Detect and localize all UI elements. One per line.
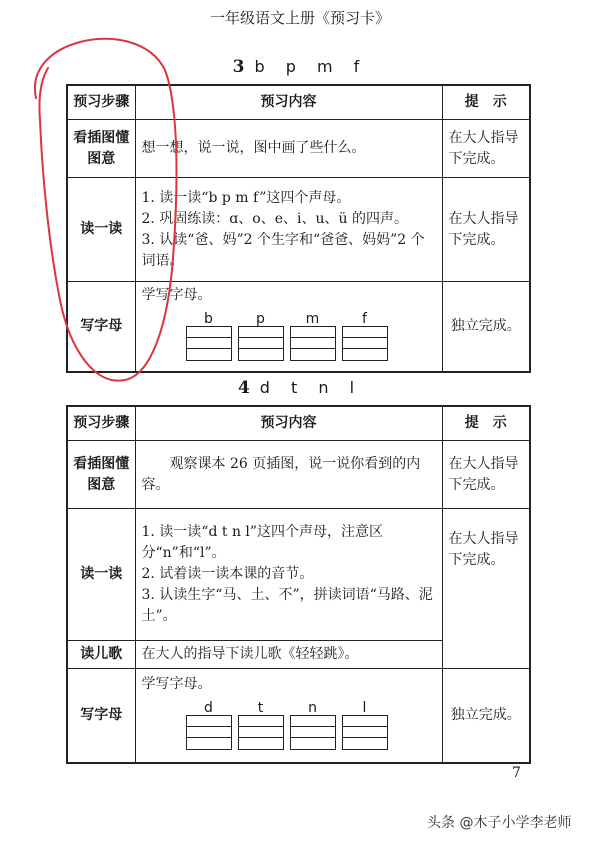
column-header-step: 预习步骤 — [67, 85, 135, 120]
tip-read: 在大人指导下完成。 — [442, 178, 530, 282]
letter-practice-box — [342, 701, 388, 750]
letter-practice-box — [186, 701, 232, 750]
column-header-content: 预习内容 — [135, 406, 442, 441]
writing-lines — [238, 715, 284, 750]
content-write-letters — [135, 669, 442, 763]
column-header-tip: 提 示 — [442, 406, 530, 441]
practice-letter: t — [257, 700, 264, 717]
content-read-rhyme: 在大人的指导下读儿歌《轻轻跳》。 — [135, 641, 442, 669]
step-write-letters: 写字母 — [67, 282, 135, 372]
column-header-step: 预习步骤 — [67, 406, 135, 441]
letter-practice-box — [290, 312, 336, 361]
step-look-picture: 看插图懂图意 — [67, 441, 135, 509]
practice-letter: m — [305, 311, 320, 328]
practice-letter: l — [362, 700, 367, 717]
column-header-tip: 提 示 — [442, 85, 530, 120]
content-read — [135, 509, 442, 641]
writing-lines — [290, 715, 336, 750]
list-item: 1. 读一读“b p m f”这四个声母。 — [141, 189, 351, 206]
tip-read: 在大人指导下完成。 — [442, 509, 530, 669]
content-read — [135, 178, 442, 282]
step-look-picture: 看插图懂图意 — [67, 120, 135, 178]
letter-practice-row — [186, 701, 436, 750]
page-number: 7 — [512, 765, 521, 781]
writing-lines — [342, 326, 388, 361]
step-write-letters: 写字母 — [67, 669, 135, 763]
writing-lines — [342, 715, 388, 750]
tip-write-letters: 独立完成。 — [442, 282, 530, 372]
content-write-letters — [135, 282, 442, 372]
writing-lines — [238, 326, 284, 361]
tip-look-picture: 在大人指导下完成。 — [442, 441, 530, 509]
lesson-number: 4 — [237, 378, 250, 398]
list-item: 3. 认读生字“马、土、不”，拼读词语“马路、泥土”。 — [141, 587, 433, 624]
tip-look-picture: 在大人指导下完成。 — [442, 120, 530, 178]
practice-letter: n — [308, 700, 317, 717]
letter-practice-box — [342, 312, 388, 361]
lesson-letters: b p m f — [254, 57, 368, 76]
list-item: 3. 认读“爸、妈”2 个生字和“爸爸、妈妈”2 个词语。 — [141, 231, 425, 269]
column-header-content: 预习内容 — [135, 85, 442, 120]
lesson-4-title — [0, 378, 600, 398]
write-intro: 学写字母。 — [141, 287, 212, 304]
write-intro: 学写字母。 — [141, 676, 212, 693]
letter-practice-box — [238, 701, 284, 750]
step-read-rhyme: 读儿歌 — [67, 641, 135, 669]
writing-lines — [290, 326, 336, 361]
practice-letter: p — [256, 311, 265, 328]
step-read: 读一读 — [67, 178, 135, 282]
list-item: 2. 试着读一读本课的音节。 — [141, 566, 314, 582]
practice-letter: f — [362, 311, 367, 328]
practice-letter: d — [204, 700, 213, 717]
lesson-3-title — [0, 57, 600, 77]
list-item: 1. 读一读“d t n l”这四个声母，注意区分“n”和“l”。 — [141, 524, 384, 561]
preview-card-lesson-4 — [66, 405, 531, 764]
writing-lines — [186, 326, 232, 361]
letter-practice-box — [290, 701, 336, 750]
page-header: 一年级语文上册《预习卡》 — [209, 9, 390, 27]
lesson-letters: d t n l — [259, 378, 363, 397]
step-read: 读一读 — [67, 509, 135, 641]
watermark-text: 头条 @木子小学李老师 — [427, 815, 572, 831]
lesson-number: 3 — [232, 57, 245, 77]
tip-write-letters: 独立完成。 — [442, 669, 530, 763]
letter-practice-box — [238, 312, 284, 361]
content-look-picture: 想一想，说一说，图中画了些什么。 — [135, 120, 442, 178]
practice-letter: b — [204, 311, 213, 328]
preview-card-lesson-3 — [66, 84, 531, 373]
list-item: 2. 巩固练读：ɑ、o、e、i、u、ü 的四声。 — [141, 210, 408, 227]
content-look-picture: 观察课本 26 页插图，说一说你看到的内容。 — [135, 441, 442, 509]
letter-practice-row — [186, 312, 436, 361]
letter-practice-box — [186, 312, 232, 361]
writing-lines — [186, 715, 232, 750]
